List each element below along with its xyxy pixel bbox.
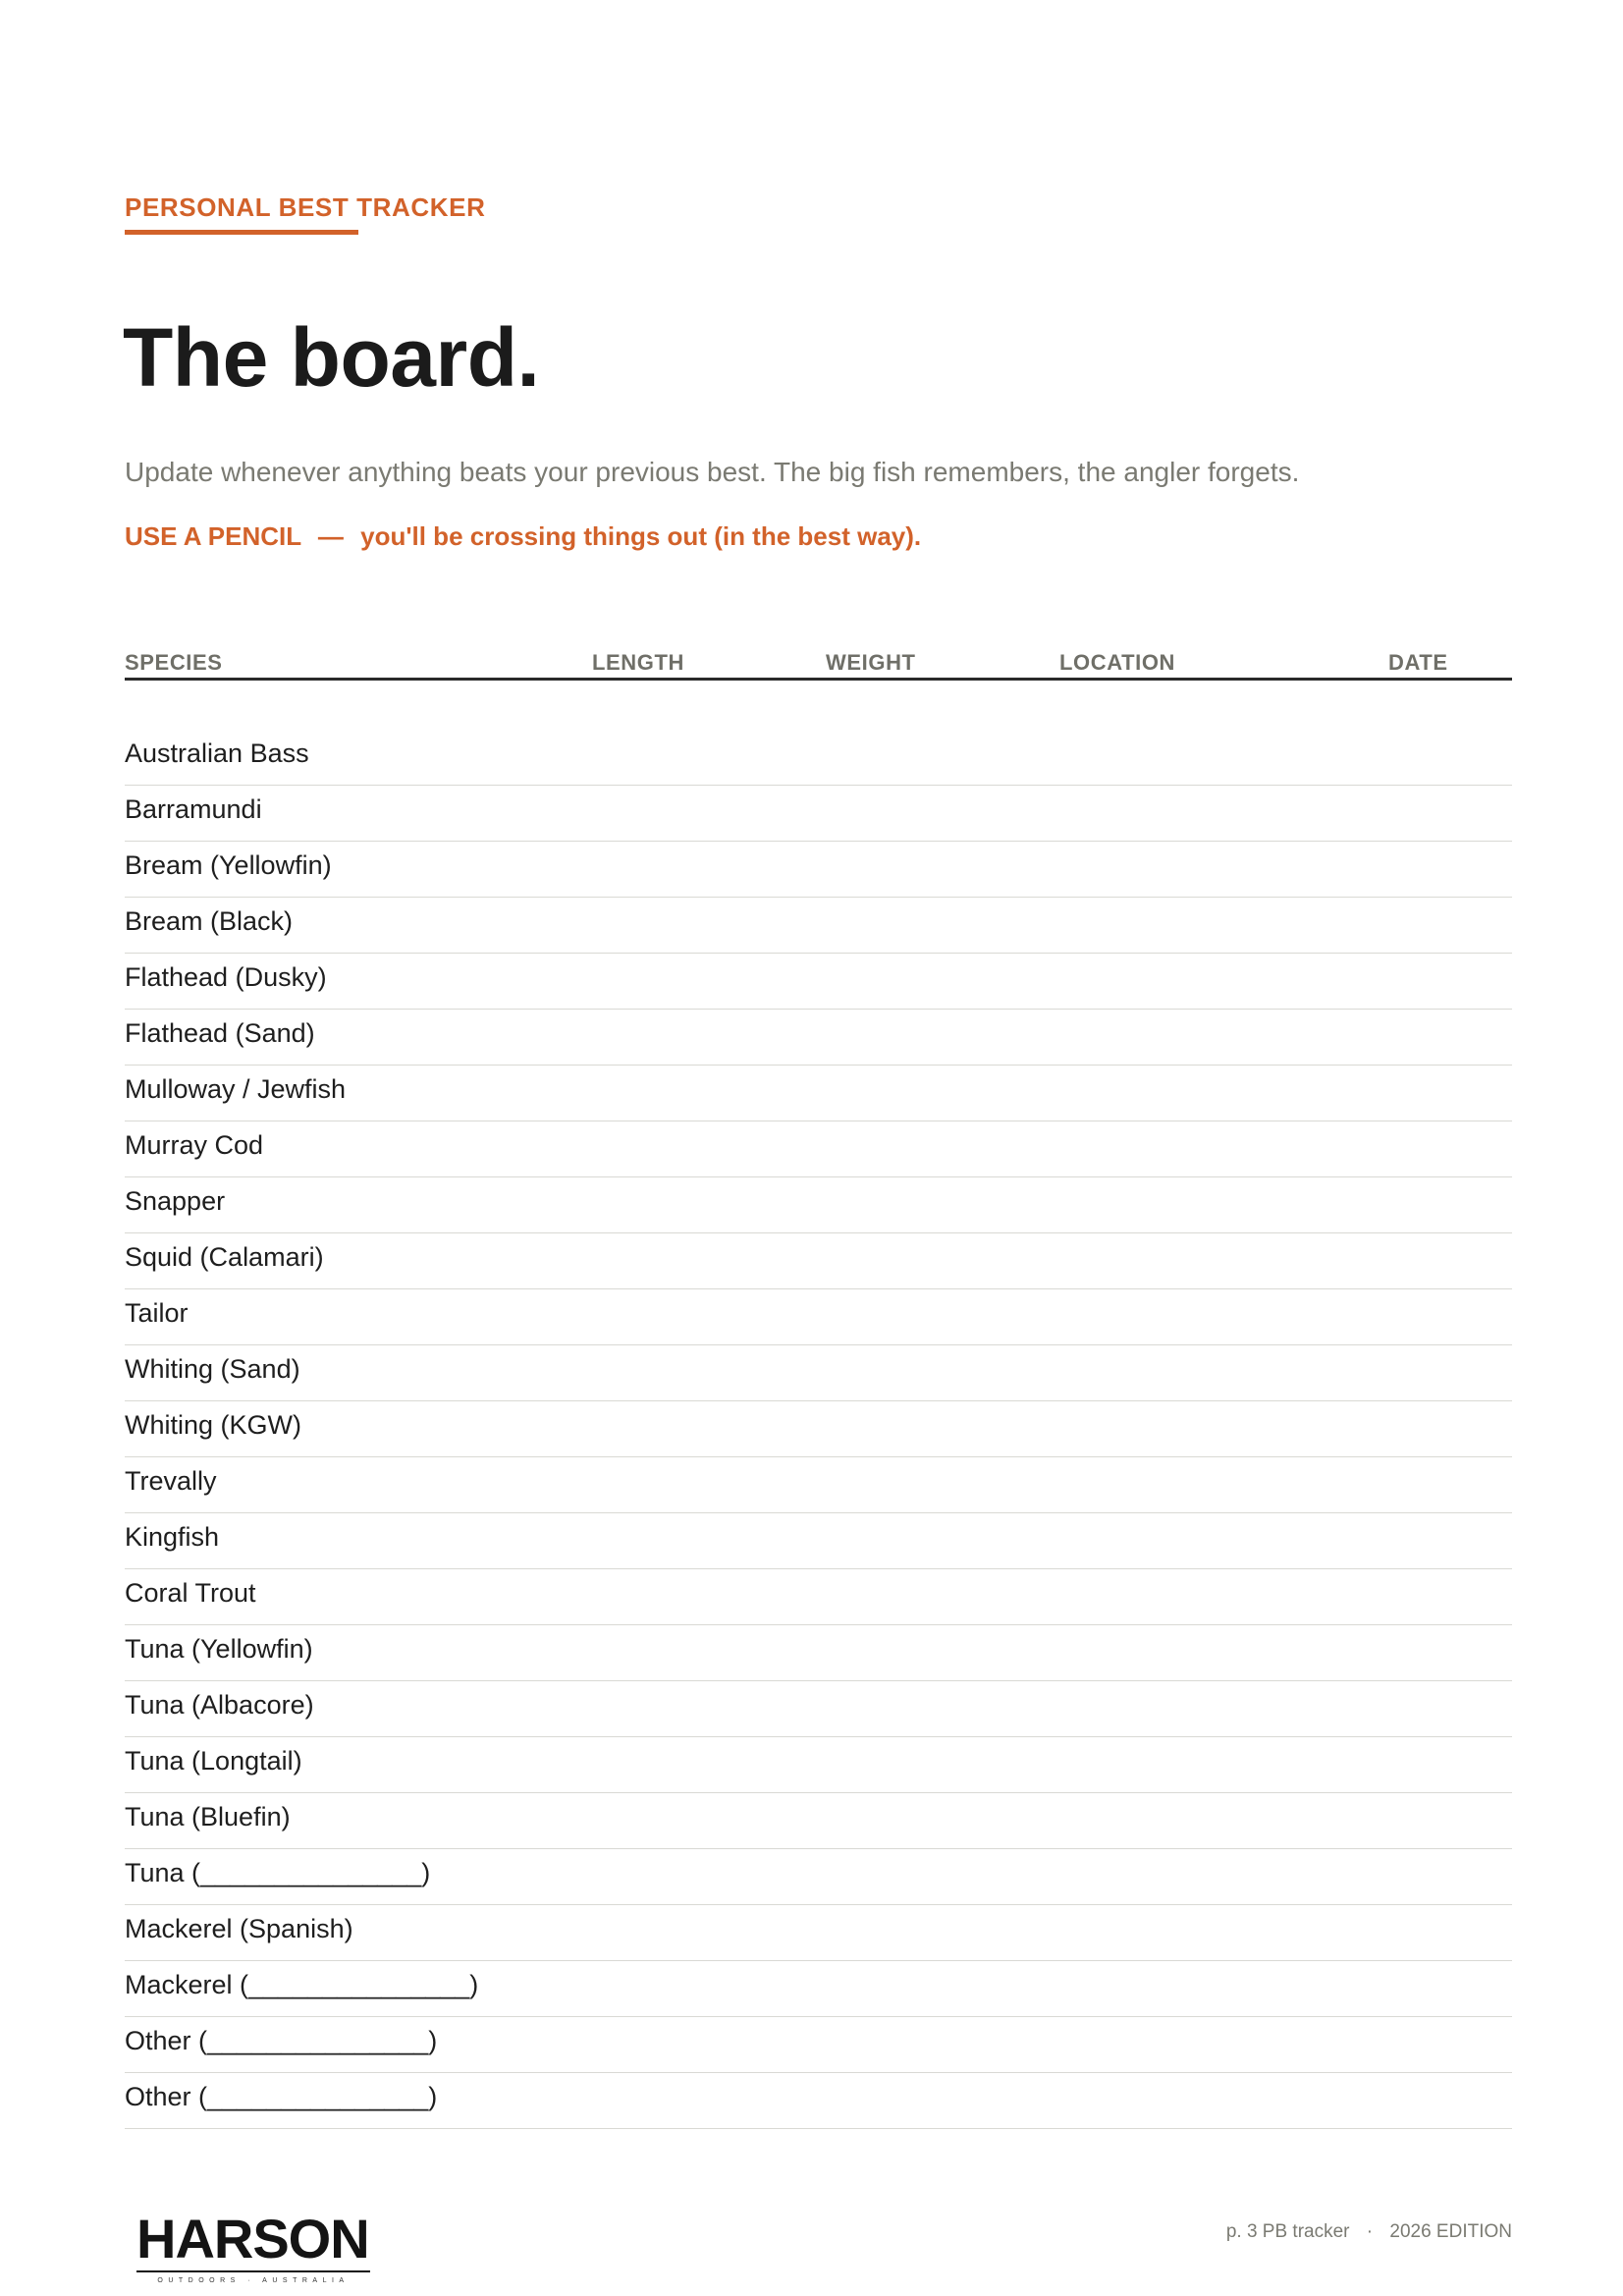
table-row[interactable]	[125, 2073, 1512, 2129]
species-label: Snapper	[125, 1186, 226, 1216]
pencil-note-text: you'll be crossing things out (in the best way).	[360, 521, 922, 551]
table-row[interactable]	[125, 1066, 1512, 1121]
page	[125, 0, 1512, 2296]
table-row[interactable]	[125, 1233, 1512, 1289]
species-label: Bream (Yellowfin)	[125, 850, 332, 880]
species-label: Mackerel (Spanish)	[125, 1914, 353, 1943]
table-row[interactable]	[125, 1010, 1512, 1066]
eyebrow-underline	[125, 230, 358, 235]
brand-logo	[136, 2208, 370, 2284]
species-label: Barramundi	[125, 794, 262, 824]
species-label: Coral Trout	[125, 1578, 256, 1608]
species-label: Kingfish	[125, 1522, 220, 1552]
species-label: Tailor	[125, 1298, 189, 1328]
table-row[interactable]	[125, 1177, 1512, 1233]
table-row[interactable]	[125, 1793, 1512, 1849]
table-row[interactable]	[125, 786, 1512, 842]
page-footer-info	[1226, 2221, 1512, 2243]
species-label: Other (_______________)	[125, 2082, 438, 2111]
species-label: Flathead (Sand)	[125, 1018, 315, 1048]
table-row[interactable]	[125, 1849, 1512, 1905]
table-row[interactable]	[125, 954, 1512, 1010]
species-label: Trevally	[125, 1466, 217, 1496]
species-label: Tuna (Longtail)	[125, 1746, 302, 1776]
species-label: Bream (Black)	[125, 906, 294, 936]
table-row[interactable]	[125, 1569, 1512, 1625]
species-label: Tuna (_______________)	[125, 1858, 431, 1887]
table-row[interactable]	[125, 1289, 1512, 1345]
species-label: Other (_______________)	[125, 2026, 438, 2055]
species-label: Murray Cod	[125, 1130, 264, 1160]
section-eyebrow: PERSONAL BEST TRACKER	[125, 192, 486, 222]
table-row[interactable]	[125, 842, 1512, 898]
edition-label: 2026 EDITION	[1389, 2221, 1512, 2242]
species-label: Whiting (Sand)	[125, 1354, 300, 1384]
table-row[interactable]	[125, 1905, 1512, 1961]
table-row[interactable]	[125, 1513, 1512, 1569]
page-subtitle: Update whenever anything beats your previous best. The big fish remembers, the angler forgets.	[125, 457, 1300, 487]
species-label: Flathead (Dusky)	[125, 962, 327, 992]
table-row[interactable]	[125, 2017, 1512, 2073]
species-label: Australian Bass	[125, 738, 309, 768]
pencil-note	[125, 521, 921, 552]
species-label: Squid (Calamari)	[125, 1242, 324, 1272]
brand-tagline: OUTDOORS · AUSTRALIA	[157, 2277, 350, 2284]
pencil-note-lead: USE A PENCIL	[125, 521, 301, 551]
table-header	[125, 648, 1512, 681]
column-header-date: DATE	[1388, 650, 1448, 675]
species-label: Tuna (Yellowfin)	[125, 1634, 313, 1664]
column-header-length: LENGTH	[592, 650, 685, 675]
column-header-location: LOCATION	[1059, 650, 1176, 675]
column-header-weight: WEIGHT	[826, 650, 916, 675]
brand-logo-rule	[136, 2270, 370, 2272]
table-row[interactable]	[125, 898, 1512, 954]
table-row[interactable]	[125, 1401, 1512, 1457]
table-row[interactable]	[125, 1737, 1512, 1793]
species-label: Whiting (KGW)	[125, 1410, 302, 1440]
species-label: Mackerel (_______________)	[125, 1970, 479, 1999]
table-row[interactable]	[125, 1121, 1512, 1177]
table-row[interactable]	[125, 730, 1512, 786]
species-label: Tuna (Albacore)	[125, 1690, 314, 1720]
pencil-note-dash: —	[317, 521, 344, 551]
footer-separator: ·	[1366, 2221, 1374, 2242]
table-row[interactable]	[125, 1345, 1512, 1401]
brand-name: HARSON	[136, 2208, 369, 2269]
table-row[interactable]	[125, 1961, 1512, 2017]
page-title: The board.	[123, 311, 540, 404]
table-row[interactable]	[125, 1681, 1512, 1737]
species-label: Mulloway / Jewfish	[125, 1074, 347, 1104]
table-row[interactable]	[125, 1625, 1512, 1681]
species-table-body	[125, 730, 1512, 2129]
column-header-species: SPECIES	[125, 650, 223, 675]
page-number-label: p. 3 PB tracker	[1225, 2221, 1350, 2242]
species-label: Tuna (Bluefin)	[125, 1802, 291, 1831]
table-row[interactable]	[125, 1457, 1512, 1513]
